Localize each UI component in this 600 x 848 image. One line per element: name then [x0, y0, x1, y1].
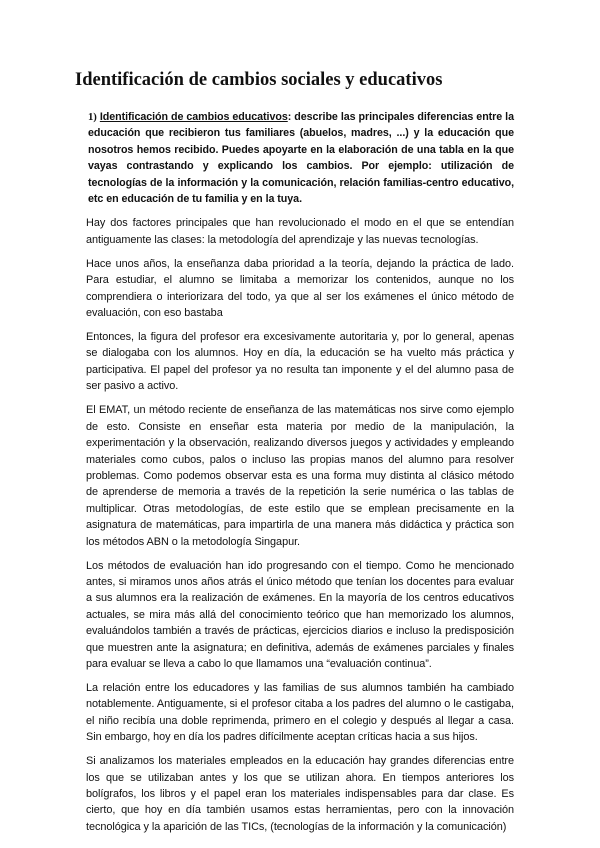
assignment-prompt — [86, 109, 514, 207]
paragraph-evaluation: Los métodos de evaluación han ido progresando con el tiempo. Como he mencionado antes, si miramos unos años atrás el único método que tenían los docentes para evaluar a sus alumnos era la realización de exámenes. En la mayoría de los centros educativos actuales, se mira más allá del conocimiento teórico que han memorizado los alumnos, evaluándolos también a través de prácticas, ejercicios diarios e incluso la predisposición que muestren ante la asignatura; en definitiva, además de exámenes parciales y finales para evaluar se lleva a cabo lo que llamamos una “evaluación continua”. — [86, 559, 514, 670]
page-title: Identificación de cambios sociales y educativos — [75, 70, 443, 90]
paragraph-teacher-role: Entonces, la figura del profesor era excesivamente autoritaria y, por lo general, apenas se dialogaba con los alumnos. Hoy en día, la educación se ha vuelto más práctica y participativa. El papel del profesor ya no resulta tan imponente y el del alumno pasa de ser pasivo a activo. — [86, 331, 514, 393]
prompt-number: 1) — [88, 111, 97, 123]
paragraph-theory: Hace unos años, la enseñanza daba prioridad a la teoría, dejando la práctica de lado. Para estudiar, el alumno se limitaba a memorizar los contenidos, aunque no los comprendiera o interiorizara del todo, ya que al ser los exámenes el único método de evaluación, con eso bastaba — [86, 257, 514, 320]
paragraph-factors: Hay dos factores principales que han revolucionado el modo en el que se entendían antiguamente las clases: la metodología del aprendizaje y las nuevas tecnologías. — [86, 217, 514, 246]
prompt-text: : describe las principales diferencias entre la educación que recibieron tus familiares (abuelos, madres, ...) y la educación que nosotros hemos recibido. Puedes apoyarte en la elaboración de una tabla en la que vayas contrastando y explicando los cambios. Por ejemplo: utilización de tecnologías de la información y la comunicación, relación familias-centro educativo, etc en educación de tu familia y en la tuya. — [88, 111, 514, 206]
document-body — [86, 109, 514, 843]
paragraph-families: La relación entre los educadores y las familias de sus alumnos también ha cambiado notablemente. Antiguamente, si el profesor citaba a los padres del alumno o le castigaba, el niño recibía una doble reprimenda, primero en el colegio y después al llegar a casa. Sin embargo, hoy en día los padres difícilmente aceptan críticas hacia a sus hijos. — [86, 681, 514, 744]
paragraph-materials: Si analizamos los materiales empleados en la educación hay grandes diferencias entre los que se utilizaban antes y los que se utilizan ahora. En tiempos anteriores los bolígrafos, los libros y el papel eran los materiales indispensables para dar clase. Es cierto, que hoy en día también usamos estas herramientas, pero con la innovación tecnológica y la aparición de las TICs, (tecnologías de la información y la comunicación) — [86, 755, 514, 833]
paragraph-emat: El EMAT, un método reciente de enseñanza de las matemáticas nos sirve como ejemplo de esto. Consiste en enseñar esta materia por medio de la manipulación, la experimentación y la observación, realizando diversos juegos y actividades y empleando materiales como cubos, palos o incluso las propias manos del alumno para resolver problemas. Como podemos observar esta es una forma muy distinta al clásico método de aprenderse de memoria a través de la repetición la serie numérica o las tablas de multiplicar. Otras metodologías, de este estilo que se emplean precisamente en la asignatura de matemáticas, para impartirla de una manera más didáctica y práctica son los métodos ABN o la metodología Singapur. — [86, 404, 514, 548]
prompt-heading: Identificación de cambios educativos — [99, 111, 288, 123]
